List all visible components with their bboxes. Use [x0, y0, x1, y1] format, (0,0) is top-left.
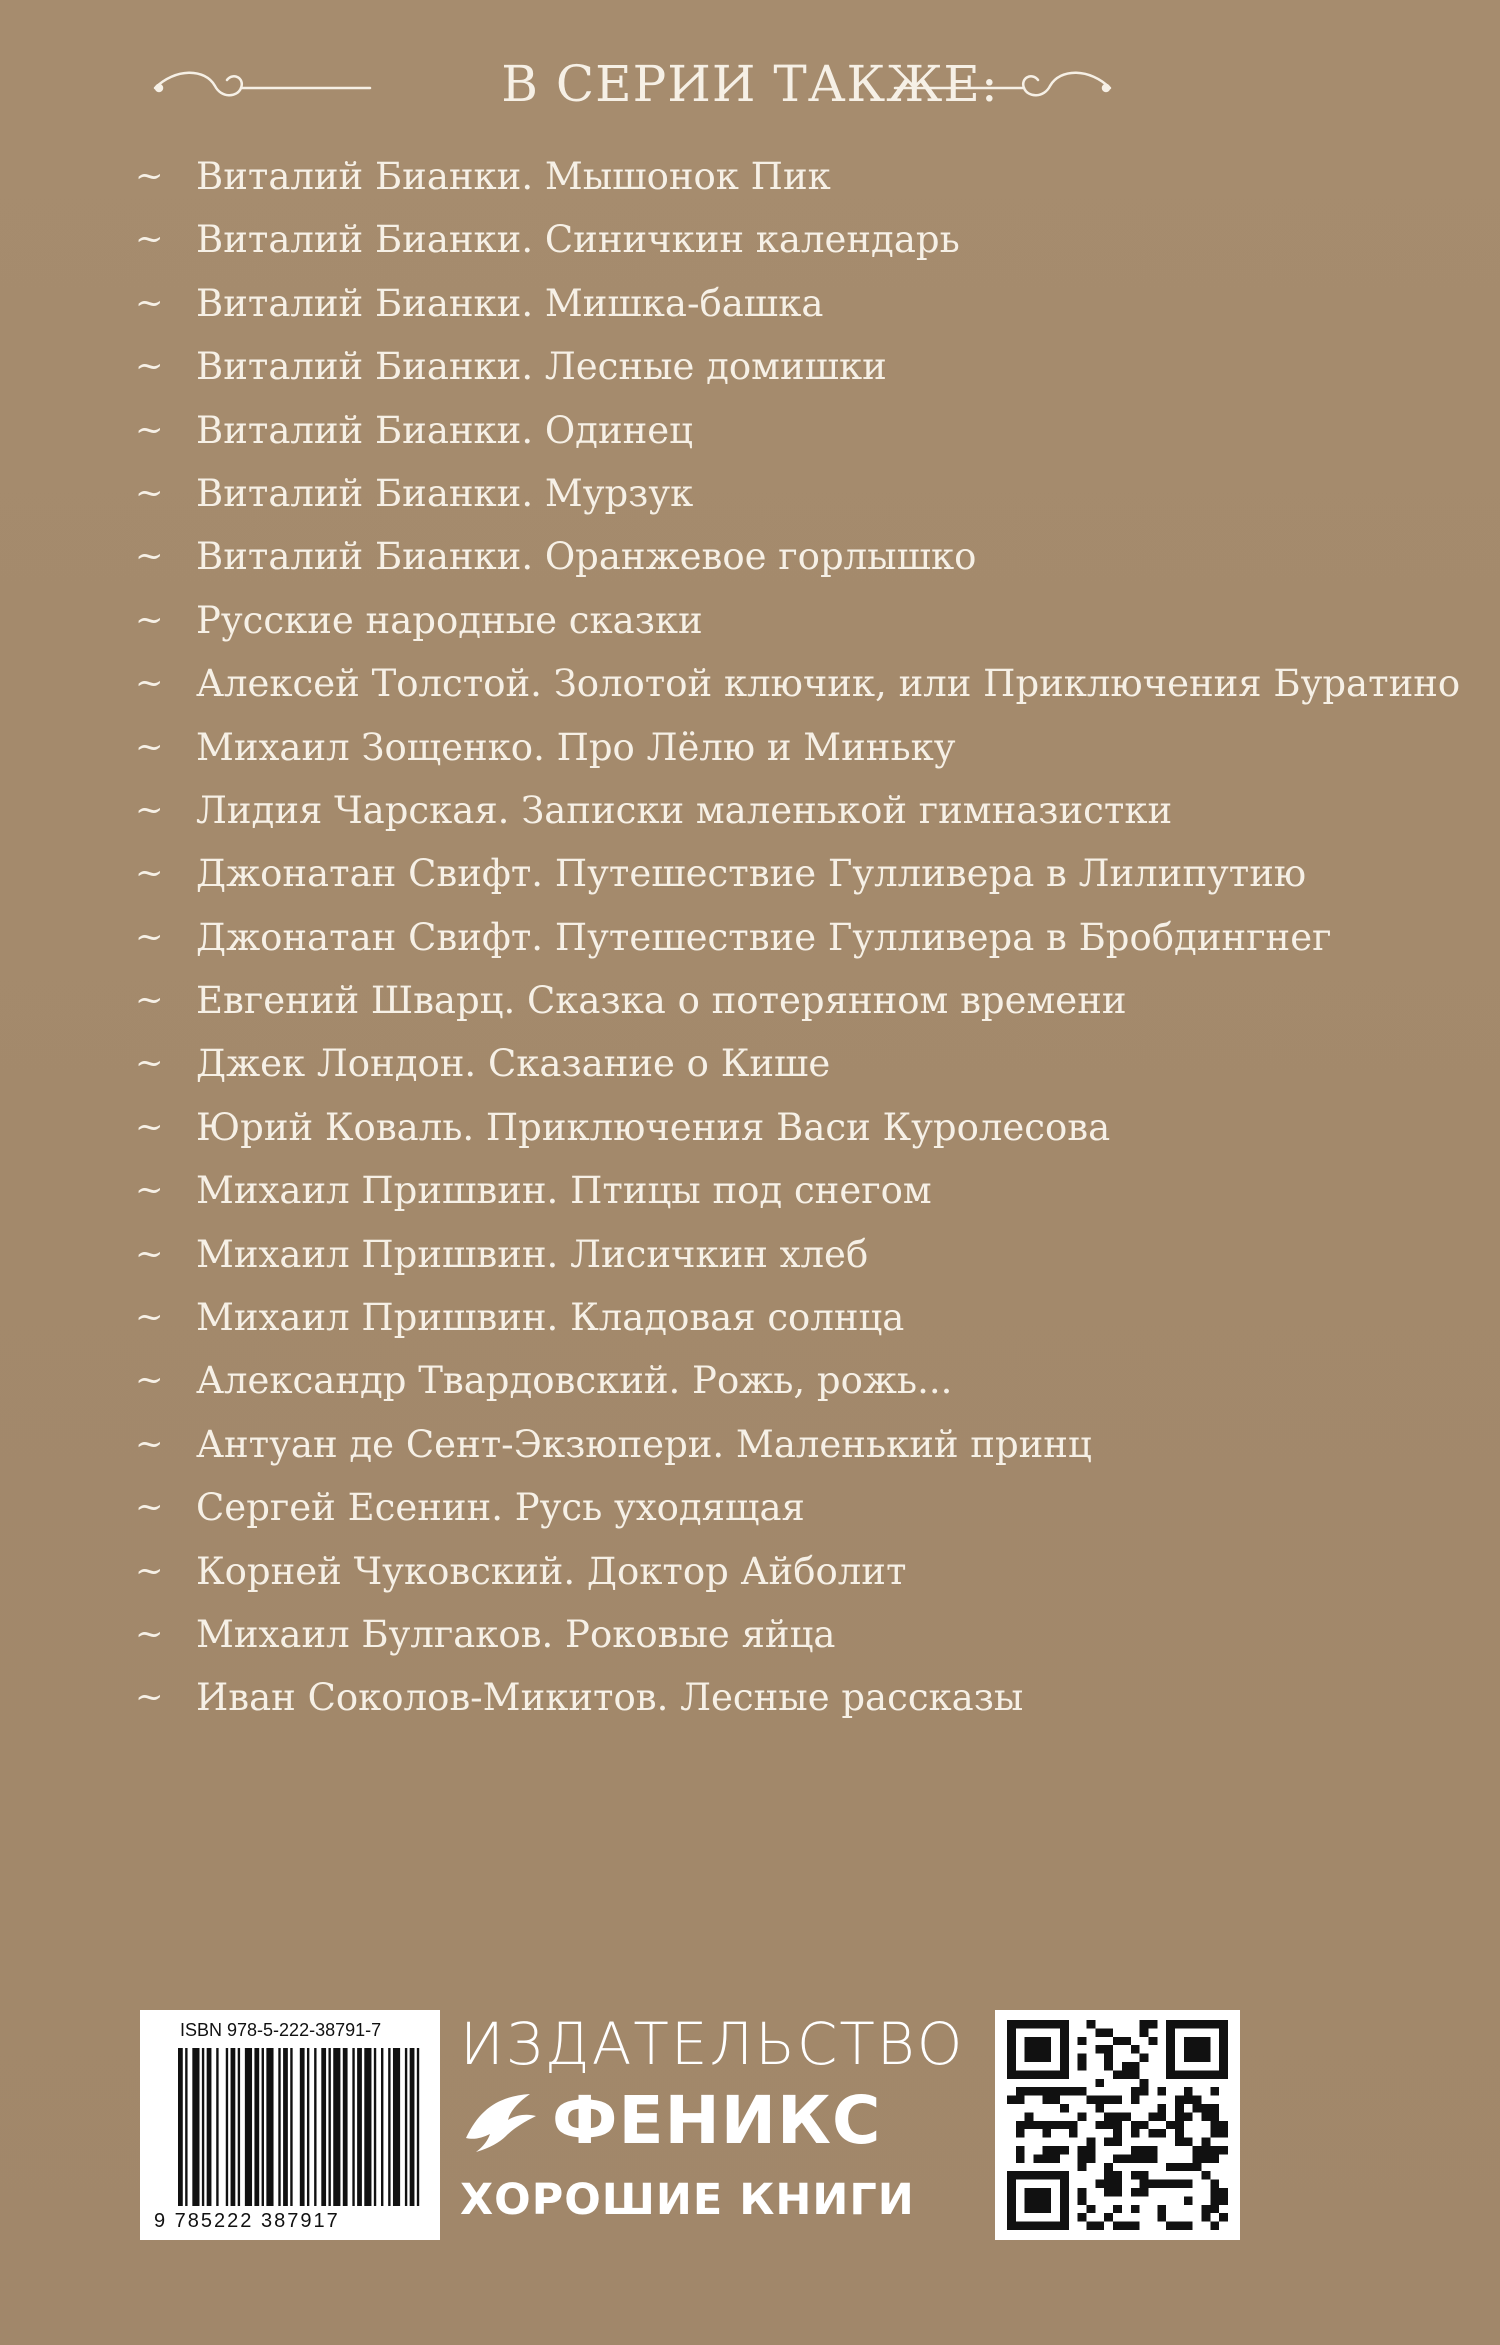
list-item [0, 335, 1500, 398]
book-title: Юрий Коваль. Приключения Васи Куролесова [196, 1105, 1111, 1149]
tilde-marker: ~ [135, 282, 164, 323]
tilde-marker: ~ [135, 1043, 164, 1084]
tilde-marker: ~ [135, 1487, 164, 1528]
tilde-marker: ~ [135, 1677, 164, 1718]
list-item [0, 1476, 1500, 1539]
list-item [0, 525, 1500, 588]
list-item [0, 1540, 1500, 1603]
list-item [0, 589, 1500, 652]
tilde-marker: ~ [135, 1360, 164, 1401]
tilde-marker: ~ [135, 853, 164, 894]
book-title: Виталий Бианки. Оранжевое горлышко [196, 535, 977, 579]
tilde-marker: ~ [135, 409, 164, 450]
tilde-marker: ~ [135, 726, 164, 767]
book-title: Михаил Пришвин. Лисичкин хлеб [196, 1232, 869, 1276]
tilde-marker: ~ [135, 980, 164, 1021]
list-item [0, 1223, 1500, 1286]
book-title: Виталий Бианки. Мышонок Пик [196, 155, 831, 198]
book-title: Михаил Пришвин. Птицы под снегом [196, 1169, 932, 1213]
list-item [0, 1603, 1500, 1666]
list-item [0, 1666, 1500, 1729]
tilde-marker: ~ [135, 156, 164, 196]
qr-panel [995, 2010, 1240, 2240]
tilde-marker: ~ [135, 472, 164, 513]
list-item [0, 1349, 1500, 1412]
book-title: Иван Соколов-Микитов. Лесные рассказы [196, 1676, 1024, 1720]
tilde-marker: ~ [135, 663, 164, 704]
book-title: Русские народные сказки [196, 598, 703, 642]
tilde-marker: ~ [135, 916, 164, 957]
book-title: Алексей Толстой. Золотой ключик, или Приключения Буратино [196, 662, 1461, 706]
tilde-marker: ~ [135, 1550, 164, 1591]
book-title: Джонатан Свифт. Путешествие Гулливера в Бробдингнег [196, 915, 1332, 959]
flourish-right-icon [890, 58, 1120, 108]
tilde-marker: ~ [135, 346, 164, 387]
book-title: Михаил Пришвин. Кладовая солнца [196, 1296, 905, 1340]
tilde-marker: ~ [135, 1297, 164, 1338]
series-header [0, 40, 1500, 130]
list-item [0, 462, 1500, 525]
series-title: В СЕРИИ ТАКЖЕ: [501, 55, 999, 113]
book-title: Михаил Булгаков. Роковые яйца [196, 1612, 836, 1656]
list-item [0, 1096, 1500, 1159]
book-title: Корней Чуковский. Доктор Айболит [196, 1549, 907, 1593]
tilde-marker: ~ [135, 219, 164, 260]
book-title: Антуан де Сент-Экзюпери. Маленький принц [196, 1422, 1092, 1466]
book-title: Сергей Есенин. Русь уходящая [196, 1486, 805, 1530]
list-item [0, 1032, 1500, 1095]
list-item [0, 208, 1500, 271]
barcode-panel [140, 2010, 440, 2240]
publisher-block [460, 2010, 965, 2240]
tilde-marker: ~ [135, 1106, 164, 1147]
list-item [0, 779, 1500, 842]
list-item [0, 1286, 1500, 1349]
book-title: Михаил Зощенко. Про Лёлю и Миньку [196, 725, 956, 769]
book-title: Виталий Бианки. Одинец [196, 408, 693, 452]
tilde-marker: ~ [135, 1170, 164, 1211]
list-item [0, 399, 1500, 462]
phoenix-logo-icon [460, 2088, 540, 2158]
book-title: Виталий Бианки. Лесные домишки [196, 345, 887, 389]
isbn-label: ISBN 978-5-222-38791-7 [180, 2020, 382, 2040]
book-title: Александр Твардовский. Рожь, рожь... [196, 1359, 953, 1403]
publisher-name: ФЕНИКС [552, 2082, 882, 2159]
list-item [0, 1413, 1500, 1476]
book-title: Евгений Шварц. Сказка о потерянном времени [196, 979, 1127, 1023]
tilde-marker: ~ [135, 1233, 164, 1274]
tilde-marker: ~ [135, 789, 164, 830]
list-item [0, 145, 1500, 208]
barcode-number: 9 785222 387917 [154, 2210, 340, 2232]
publisher-slogan: ХОРОШИЕ КНИГИ [460, 2175, 915, 2225]
tilde-marker: ~ [135, 1613, 164, 1654]
tilde-marker: ~ [135, 599, 164, 640]
list-item [0, 1159, 1500, 1222]
book-title: Лидия Чарская. Записки маленькой гимназистки [196, 788, 1173, 832]
book-title: Джонатан Свифт. Путешествие Гулливера в Лилипутию [196, 852, 1307, 896]
list-item [0, 716, 1500, 779]
tilde-marker: ~ [135, 536, 164, 577]
book-list [0, 145, 1500, 1730]
list-item [0, 842, 1500, 905]
book-title: Джек Лондон. Сказание о Кише [196, 1042, 831, 1086]
publisher-house-label: ИЗДАТЕЛЬСТВО [460, 2010, 965, 2078]
qr-code-icon [1007, 2020, 1228, 2230]
list-item [0, 969, 1500, 1032]
list-item [0, 652, 1500, 715]
book-title: Виталий Бианки. Мишка-башка [196, 281, 824, 325]
barcode-icon [178, 2048, 424, 2206]
tilde-marker: ~ [135, 1423, 164, 1464]
book-title: Виталий Бианки. Мурзук [196, 471, 694, 515]
cover-footer [140, 2010, 1240, 2240]
book-title: Виталий Бианки. Синичкин календарь [196, 218, 960, 262]
list-item [0, 906, 1500, 969]
list-item [0, 272, 1500, 335]
